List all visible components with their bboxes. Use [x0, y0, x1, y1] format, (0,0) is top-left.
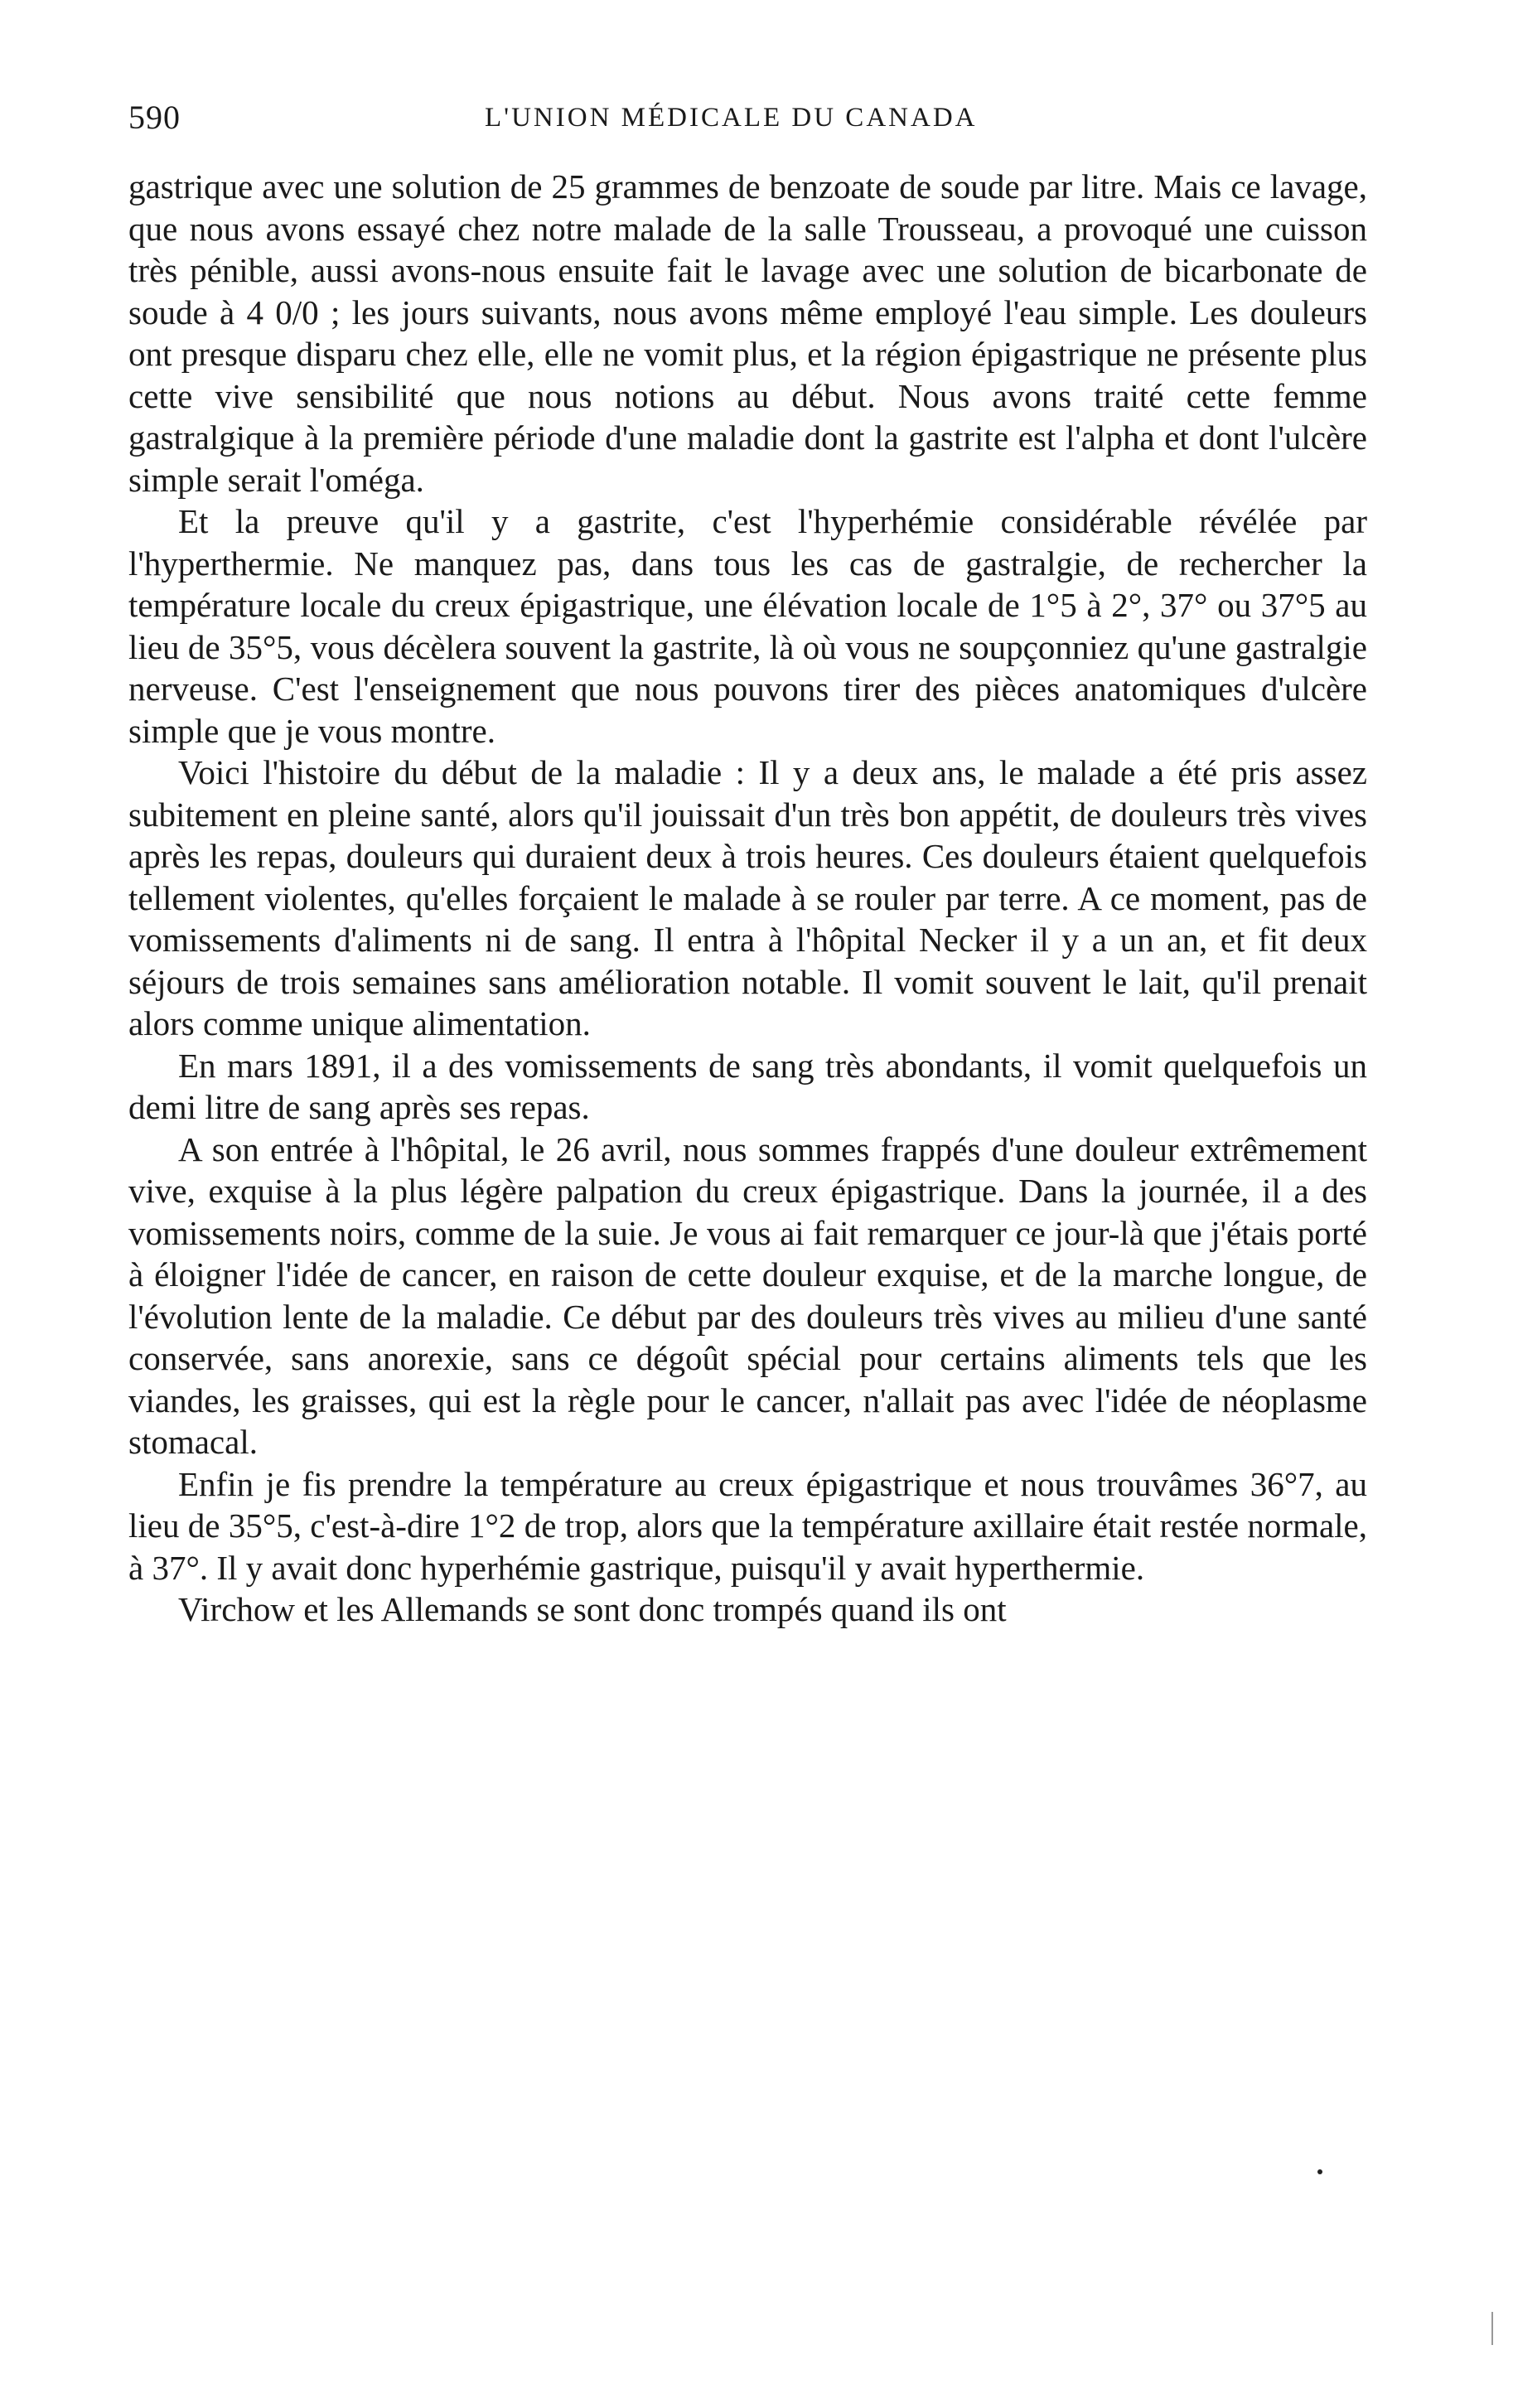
paragraph-4: En mars 1891, il a des vomissements de sang très abondants, il vomit quelquefois un demi litre de sang après ses repas.: [128, 1046, 1367, 1126]
paragraph-2: Et la preuve qu'il y a gastrite, c'est l'hyperhémie considérable révélée par l'hyperthermie. Ne manquez pas, dans tous les cas de gastralgie, de rechercher la température locale du creux épigastrique, une élévation locale de 1°5 à 2°, 37° ou 37°5 au lieu de 35°5, vous décèlera souvent la gastrite, là où vous ne soupçonniez qu'une gastralgie nerveuse. C'est l'enseignement que nous pouvons tirer des pièces anatomiques d'ulcère simple que je vous montre.: [128, 502, 1367, 750]
page-number: 590: [128, 99, 181, 136]
paragraph-5: A son entrée à l'hôpital, le 26 avril, nous sommes frappés d'une douleur extrêmement vive, exquise à la plus légère palpation du creux épigastrique. Dans la journée, il a des vomissements noirs, comme de la suie. Je vous ai fait remarquer ce jour-là que j'étais porté à éloigner l'idée de cancer, en raison de cette douleur exquise, et de la marche longue, de l'évolution lente de la maladie. Ce début par des douleurs très vives au milieu d'une santé conservée, sans anorexie, sans ce dégoût spécial pour certains aliments tels que les viandes, les graisses, qui est la règle pour le cancer, n'allait pas avec l'idée de néoplasme stomacal.: [128, 1129, 1367, 1461]
paragraph-6: Enfin je fis prendre la température au creux épigastrique et nous trouvâmes 36°7, au lieu de 35°5, c'est-à-dire 1°2 de trop, alors que la température axillaire était restée normale, à 37°. Il y avait donc hyperhémie gastrique, puisqu'il y avait hyperthermie.: [128, 1464, 1367, 1587]
paragraph-3: Voici l'histoire du début de la maladie : Il y a deux ans, le malade a été pris assez subitement en pleine santé, alors qu'il jouissait d'un très bon appétit, de douleurs très vives après les repas, douleurs qui duraient deux à trois heures. Ces douleurs étaient quelquefois tellement violentes, qu'elles forçaient le malade à se rouler par terre. A ce moment, pas de vomissements d'aliments ni de sang. Il entra à l'hôpital Necker il y a un an, et fit deux séjours de trois semaines sans amélioration notable. Il vomit souvent le lait, qu'il prenait alors comme unique alimentation.: [128, 753, 1367, 1042]
print-speck: [1317, 2169, 1322, 2174]
paragraph-1: gastrique avec une solution de 25 grammes de benzoate de soude par litre. Mais ce lavage, que nous avons essayé chez notre malade de la salle Trousseau, a provoqué une cuisson très pénible, aussi avons-nous ensuite fait le lavage avec une solution de bicarbonate de soude à 4 0/0 ; les jours suivants, nous avons même employé l'eau simple. Les douleurs ont presque disparu chez elle, elle ne vomit plus, et la région épigastrique ne présente plus cette vive sensibilité que nous notions au début. Nous avons traité cette femme gastralgique à la première période d'une maladie dont la gastrite est l'alpha et dont l'ulcère simple serait l'oméga.: [128, 167, 1367, 499]
page-header: [128, 93, 1371, 143]
scan-edge-mark: [1491, 2312, 1493, 2345]
running-title: L'UNION MÉDICALE DU CANADA: [485, 103, 978, 133]
paragraph-7: Virchow et les Allemands se sont donc trompés quand ils ont: [178, 1590, 1007, 1628]
body-text: [128, 166, 1367, 1631]
